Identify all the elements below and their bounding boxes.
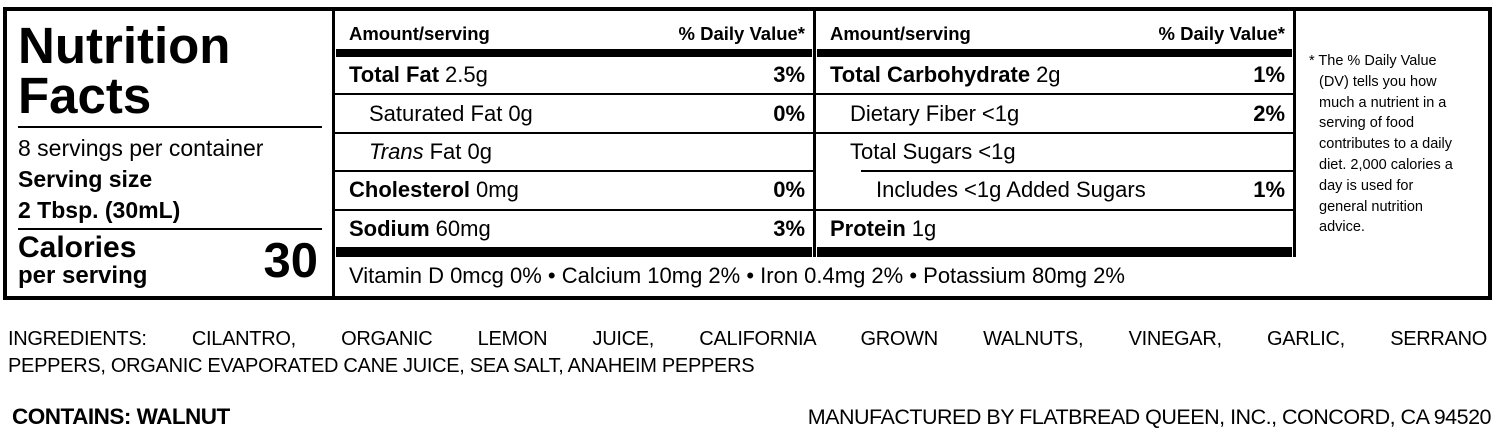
manufacturer-statement: MANUFACTURED BY FLATBREAD QUEEN, INC., CONCORD, CA 94520 xyxy=(807,405,1491,429)
nutrition-facts-panel xyxy=(3,7,1492,300)
micronutrients-line: Vitamin D 0mcg 0% • Calcium 10mg 2% • Iron 0.4mg 2% • Potassium 80mg 2% xyxy=(349,263,1125,288)
panel-title-line1: Nutrition xyxy=(18,17,231,74)
row-label: Includes <1g Added Sugars xyxy=(876,177,1146,203)
amount-serving-header: Amount/serving xyxy=(830,23,971,44)
thick-bar xyxy=(817,247,1292,257)
servings-per-container: 8 servings per container xyxy=(18,135,264,161)
row-dv: 2% xyxy=(1253,100,1285,126)
daily-value-footnote: * The % Daily Value (DV) tells you how much a nutrient in a serving of food contributes to a daily diet. 2,000 calories a day is used for general nutrition advice. xyxy=(1309,53,1453,236)
panel-title-line2: Facts xyxy=(18,67,152,124)
calories-sublabel: per serving xyxy=(18,262,148,289)
allergen-statement: CONTAINS: WALNUT xyxy=(12,404,230,429)
calories-value: 30 xyxy=(263,233,318,288)
column-header xyxy=(816,11,1293,49)
serving-size-label: Serving size xyxy=(18,166,153,192)
row-dv: 3% xyxy=(773,62,805,88)
panel-title xyxy=(18,13,322,126)
row-label: Sodium 60mg xyxy=(349,215,491,241)
table-row-dietary-fiber xyxy=(816,95,1293,131)
row-dv: 0% xyxy=(773,177,805,203)
serving-size-value: 2 Tbsp. (30mL) xyxy=(18,197,181,223)
row-dv: 1% xyxy=(1253,62,1285,88)
serving-info xyxy=(18,128,322,228)
row-label: Dietary Fiber <1g xyxy=(850,100,1020,126)
row-dv: 1% xyxy=(1253,177,1285,203)
row-label: Trans Fat 0g xyxy=(369,139,492,165)
calories-label: Calories xyxy=(18,231,137,264)
nutrient-columns-wrapper xyxy=(335,11,1296,296)
calories-labels xyxy=(18,233,147,289)
table-row-total-sugars xyxy=(816,134,1293,170)
row-label: Cholesterol 0mg xyxy=(349,177,519,203)
table-row-protein xyxy=(816,211,1293,247)
daily-value-header: % Daily Value* xyxy=(1158,23,1285,44)
nutrient-column-carb-protein xyxy=(813,11,1293,257)
row-dv: 3% xyxy=(773,215,805,241)
table-row-added-sugars xyxy=(816,172,1293,208)
row-dv: 0% xyxy=(773,100,805,126)
identity-section xyxy=(7,11,335,296)
row-label: Total Sugars <1g xyxy=(850,139,1016,165)
row-label: Total Carbohydrate 2g xyxy=(830,62,1061,88)
table-row-saturated-fat xyxy=(335,95,813,131)
footnote-section xyxy=(1296,11,1488,296)
table-row-cholesterol xyxy=(335,172,813,208)
ingredients-line1: INGREDIENTS: CILANTRO, ORGANIC LEMON JUICE, CALIFORNIA GROWN WALNUTS, VINEGAR, GARLIC, SERRANO xyxy=(8,328,1487,350)
nutrient-column-fat-sodium xyxy=(335,11,813,257)
bottom-info-row xyxy=(12,404,1491,430)
nutrient-columns xyxy=(335,11,1296,257)
amount-serving-header: Amount/serving xyxy=(349,23,490,44)
thick-bar xyxy=(336,247,812,257)
table-row-sodium xyxy=(335,211,813,247)
ingredients-statement xyxy=(8,326,1487,380)
table-row-trans-fat xyxy=(335,134,813,170)
table-row-total-carbohydrate xyxy=(816,57,1293,93)
thick-bar xyxy=(336,49,812,57)
ingredients-line2: PEPPERS, ORGANIC EVAPORATED CANE JUICE, SEA SALT, ANAHEIM PEPPERS xyxy=(8,355,755,377)
row-label: Protein 1g xyxy=(830,215,937,241)
row-label: Total Fat 2.5g xyxy=(349,62,488,88)
calories-block xyxy=(18,230,322,296)
column-header xyxy=(335,11,813,49)
row-label: Saturated Fat 0g xyxy=(369,100,533,126)
daily-value-header: % Daily Value* xyxy=(678,23,805,44)
table-row-total-fat xyxy=(335,57,813,93)
thick-bar xyxy=(817,49,1292,57)
